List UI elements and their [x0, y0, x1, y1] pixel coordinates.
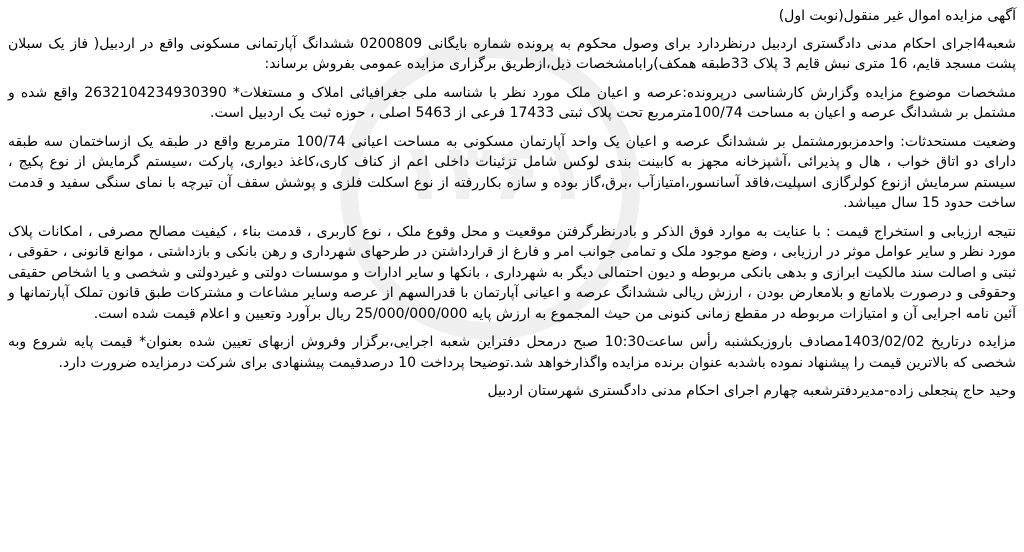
subject-paragraph: مشخصات موضوع مزایده وگزارش کارشناسی درپرونده:عرصه و اعیان ملک مورد نظر با شناسه ملی جغرافیائی املاک و مستغلات* 2632104234930390 واقع شده و مشتمل بر ششدانگ عرصه و اعیان به مساحت 100/74مترمربع تحت پلاک ثبتی 17433 فرعی از 5463 اصلی ، حوزه ثبت یک اردبیل است.: [8, 84, 1016, 121]
auction-date-paragraph: مزایده درتاریخ 1403/02/02مصادف باروزیکشنبه رأس ساعت10:30 صبح درمحل دفتراین شعبه اجرایی،برگزار وفروش ازبهای تعیین شده بعنوان* قیمت پایه شروع وبه شخصی که بالاترین قیمت را پیشنهاد نموده باشدبه عنوان برنده مزایده واگذارخواهد شد.توضیحا پرداخت 10 درصدقیمت پیشنهادی برای شرکت درمزایده ضرورت دارد.: [8, 334, 1017, 371]
building-status-paragraph: وضعیت مستحدثات: واحدمزبورمشتمل بر ششدانگ عرصه و اعیان یک واحد آپارتمان مسکونی به مساحت اعیانی 100/74 مترمربع واقع در طبقه یک ازساختمان سه طبقه دارای دو اتاق خواب ، هال و پذیرائی ،آشپزخانه مجهز به کابینت بندی لوکس شامل تزئینات داخلی اعم از کناف کاری،کاغذ دیواری، پارکت ،سیستم گرمایش از نوع پکیج ، سیستم سرمایش ازنوع کولرگازی اسپلیت،فاقد آسانسور،امتیازآب ،برق،گاز بوده و سازه بکاررفته از نوع اسکلت فلزی و پوشش سقف آن تیرچه با نمای سنگی سفید و قدمت ساخت حدود 15 سال میباشد.: [8, 133, 1016, 211]
notice-title: آگهی مزایده اموال غیر منقول(نوبت اول): [778, 8, 1016, 24]
notice-content: [8, 4, 1016, 410]
signature: وحید حاج پنجعلی زاده-مدیردفترشعبه چهارم اجرای احکام مدنی دادگستری شهرستان اردبیل: [487, 383, 1016, 399]
valuation-paragraph: نتیجه ارزیابی و استخراج قیمت : با عنایت به موارد فوق الذکر و بادرنظرگرفتن موقعیت و محل وقوع ملک ، نوع کاربری ، قدمت بناء ، کیفیت مصالح مصرفی ، امکانات پلاک مورد نظر و سایر عوامل موثر در ارزیابی ، وضع موجود ملک و تمامی جوانب امر و فارغ از قرارداشتن در طرحهای شهرداری و رهن بانکی و بازداشتی ، موانع قانونی ، حقوقی ، ثبتی و اصالت سند مالکیت ابرازی و بدهی بانکی مربوطه و دیون احتمالی دیگر به شهرداری ، بانکها و سایر ادارات و موسسات دولتی و غیردولتی و شخصی و یا اشخاص حقیقی وحقوقی و درصورت بلامانع و بلامعارض بودن ، ارزش ریالی ششدانگ عرصه و اعیانی آپارتمان با قدرالسهم از عرصه وسایر مشاعات و مشترکات طبق قانون تملک آپارتمانها و آئین نامه اجرایی آن و امتیازات مربوطه در مقطع زمانی کنونی من حیث المجموع به ارزش پایه 25/000/000/000 ریال برآورد وتعیین و اعلام قیمت شده است.: [8, 223, 1016, 322]
seal-watermark-mark: ۱۳۶۱: [398, 128, 589, 218]
intro-paragraph: شعبه4اجرای احکام مدنی دادگستری اردبیل درنظردارد برای وصول محکوم به پرونده شماره بایگانی 0200809 ششدانگ آپارتمانی مسکونی واقع در اردبیل( فاز یک سبلان پشت مسجد قایم، 16 متری نبش قایم 3 پلاک 33طبقه همکف)رابامشخصات ذیل،ازطریق برگزاری مزایده عمومی بفروش برساند:: [8, 35, 1016, 72]
